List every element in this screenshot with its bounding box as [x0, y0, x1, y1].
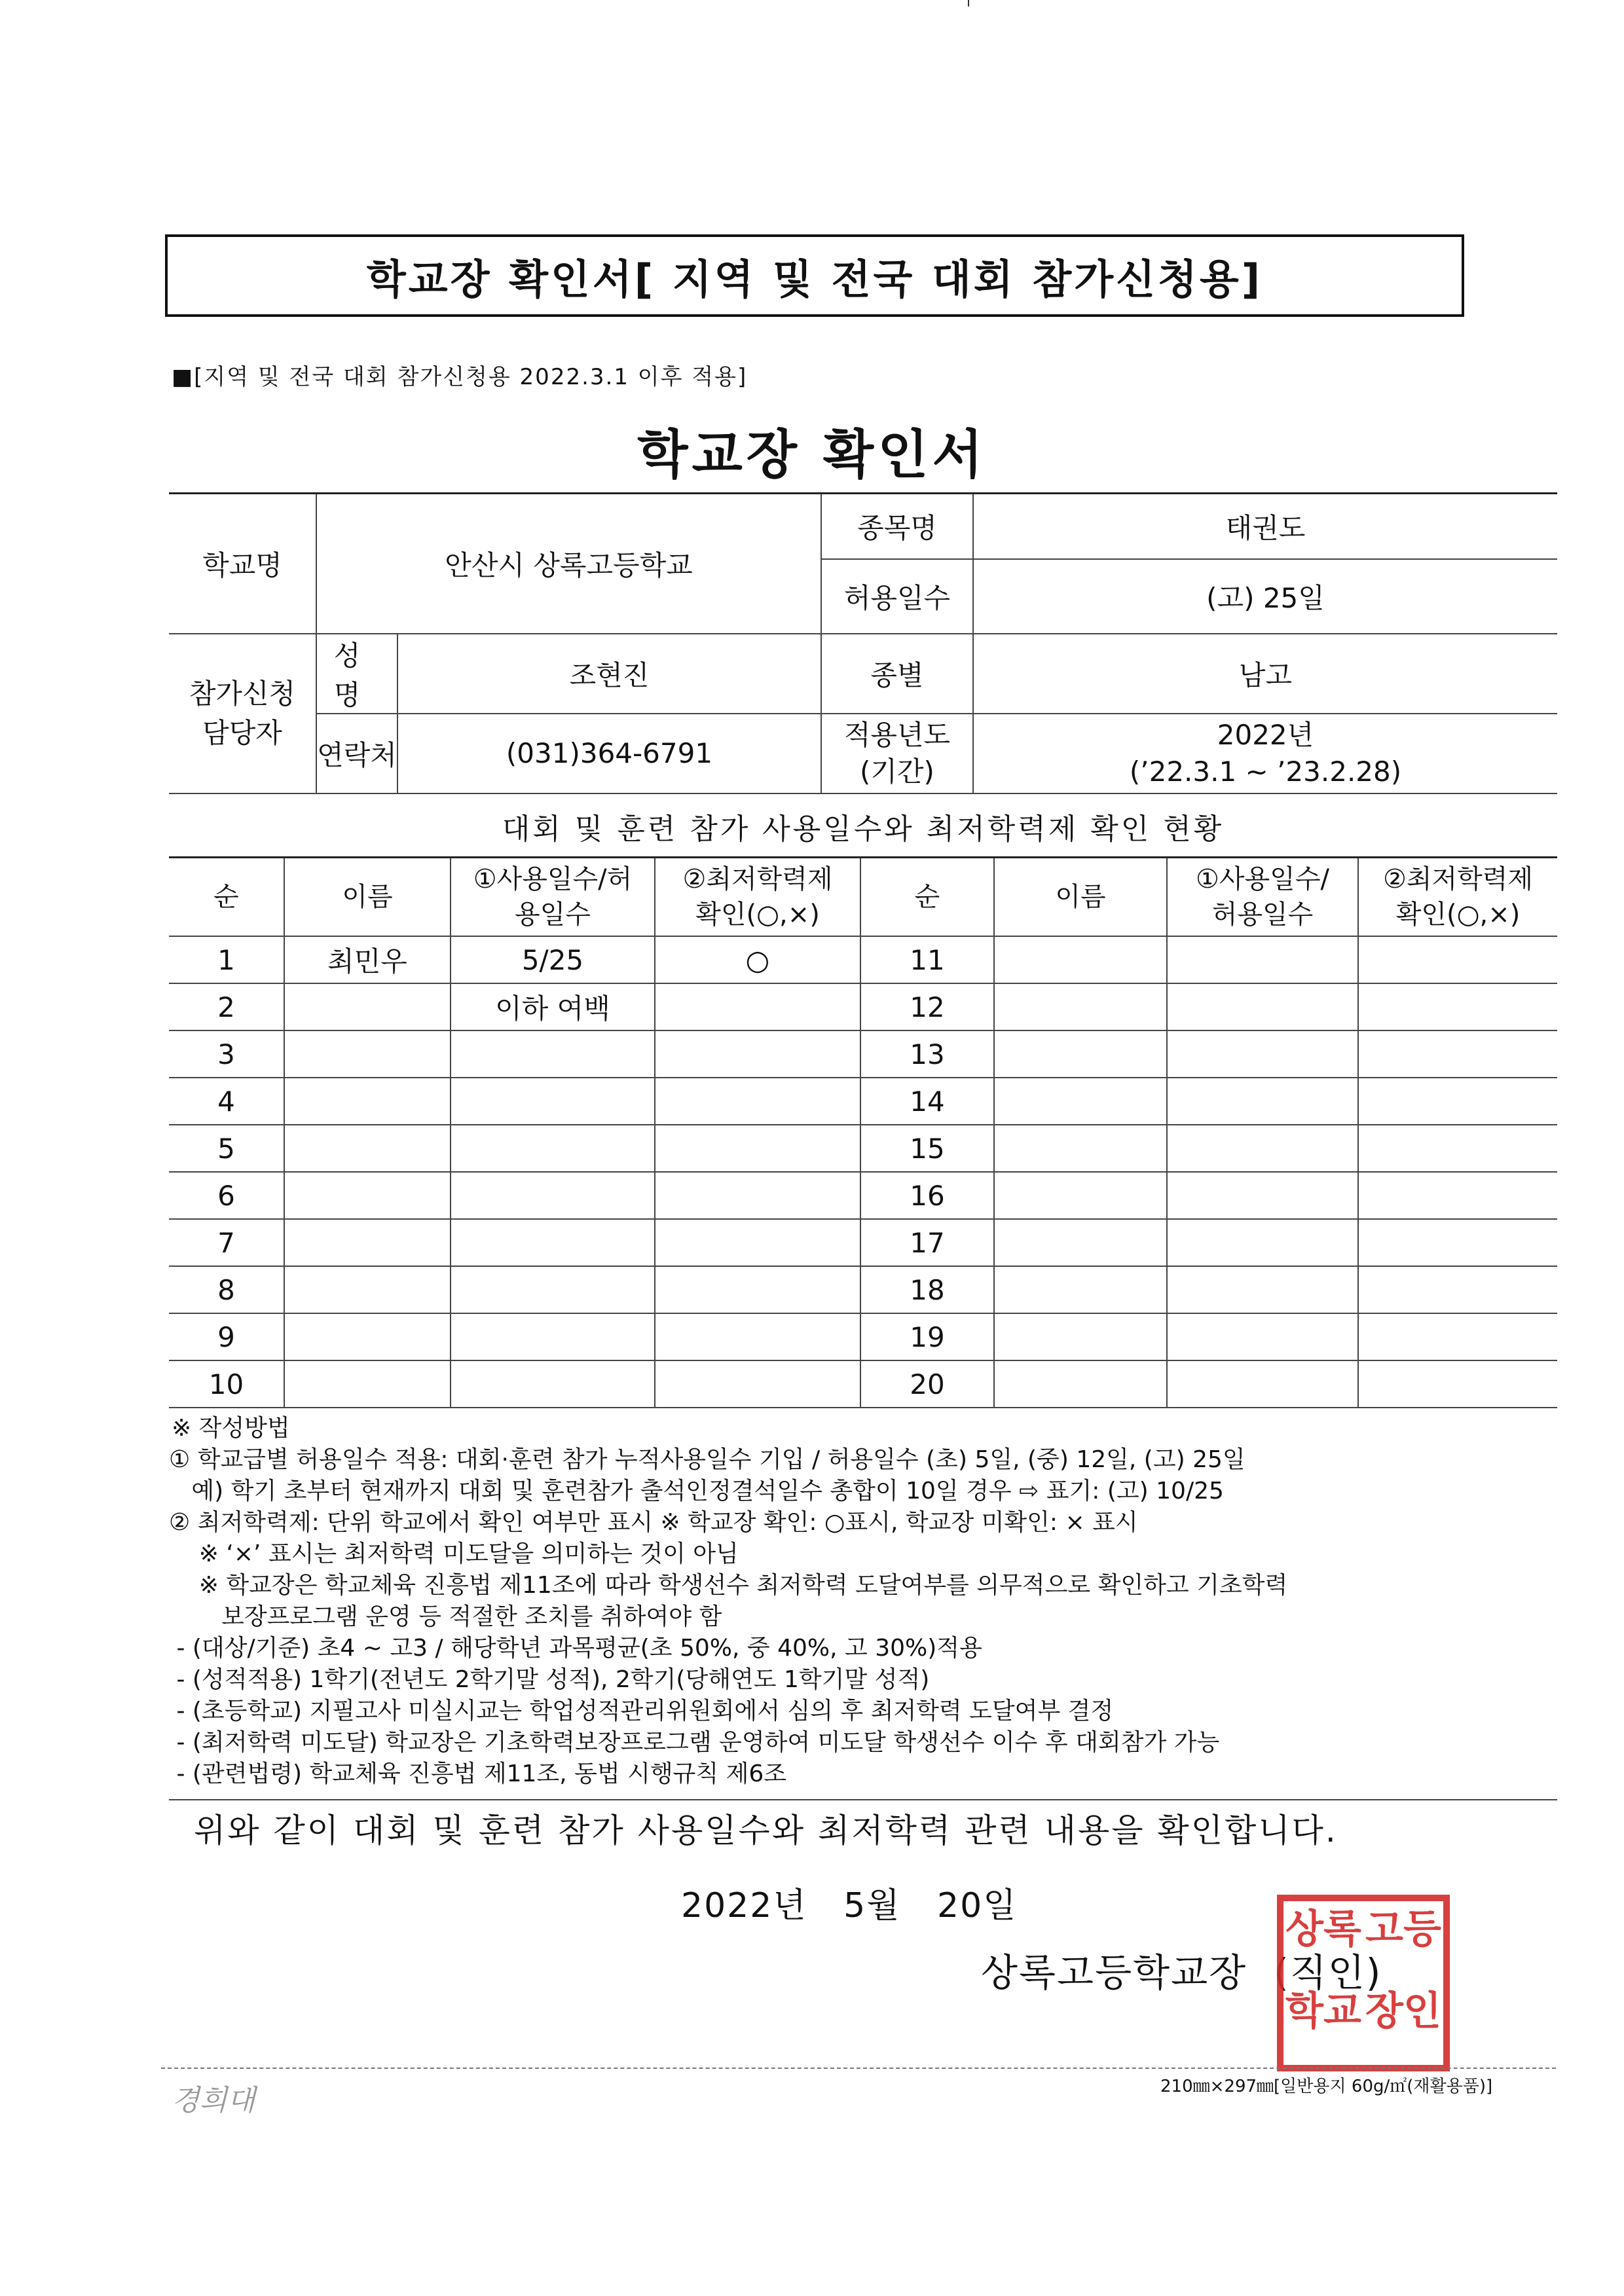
- name-label: 성 명: [316, 634, 397, 714]
- row-check-right: [1358, 1219, 1557, 1266]
- row-check: [655, 1313, 860, 1360]
- row-check-right: [1358, 1172, 1557, 1219]
- allowed-days-label: 허용일수: [821, 559, 973, 634]
- row-check: ○: [655, 936, 860, 983]
- year-label: [821, 714, 973, 793]
- contact-person-label-line1: 참가신청: [189, 677, 296, 710]
- row-name-right: [994, 936, 1167, 983]
- form-subtitle: ■[지역 및 전국 대회 참가신청용 2022.3.1 이후 적용]: [172, 364, 748, 390]
- row-name: [284, 1313, 451, 1360]
- issue-date: 2022년 5월 20일: [681, 1886, 1018, 1925]
- row-name-right: [994, 1172, 1167, 1219]
- allowed-days-value: (고) 25일: [973, 559, 1557, 634]
- row-days: [451, 1030, 655, 1078]
- row-check-right: [1358, 1030, 1557, 1078]
- year-value-line2: (’22.3.1 ~ ’23.2.28): [1129, 755, 1402, 788]
- name-value: 조현진: [397, 634, 821, 714]
- row-days: [451, 1219, 655, 1266]
- row-no: 9: [169, 1313, 284, 1360]
- row-no-right: 16: [860, 1172, 994, 1219]
- row-check-right: [1358, 936, 1557, 983]
- table-row: [169, 1219, 1557, 1266]
- row-check: [655, 1172, 860, 1219]
- row-check: [655, 1360, 860, 1408]
- row-no-right: 15: [860, 1125, 994, 1172]
- row-days-right: [1167, 1360, 1358, 1408]
- sport-value: 태권도: [973, 494, 1557, 559]
- row-no: 5: [169, 1125, 284, 1172]
- status-title: 대회 및 훈련 참가 사용일수와 최저학력제 확인 현황: [502, 812, 1225, 846]
- instructions-heading: ※ 작성방법: [172, 1415, 290, 1442]
- row-no-right: 11: [860, 936, 994, 983]
- header-name: 이름: [284, 858, 451, 937]
- row-no: 1: [169, 936, 284, 983]
- row-days-right: [1167, 1030, 1358, 1078]
- confirmation-text: 위와 같이 대회 및 훈련 참가 사용일수와 최저학력 관련 내용을 확인합니다.: [194, 1812, 1338, 1850]
- header-no: 순: [169, 858, 284, 937]
- row-name-right: [994, 983, 1167, 1030]
- table-row: [169, 1313, 1557, 1360]
- header-check: [655, 858, 860, 937]
- participation-table: [169, 856, 1557, 1408]
- row-name: [284, 1360, 451, 1408]
- row-days-right: [1167, 1266, 1358, 1313]
- row-no: 4: [169, 1078, 284, 1125]
- row-no-right: 13: [860, 1030, 994, 1078]
- row-name: [284, 1266, 451, 1313]
- row-name: [284, 1125, 451, 1172]
- header-days-right-line2: 허용일수: [1211, 900, 1314, 930]
- instruction-line: - (최저학력 미도달) 학교장은 기초학력보장프로그램 운영하여 미도달 학생선수 이수 후 대회참가 가능: [169, 1729, 1220, 1756]
- header-no-right: 순: [860, 858, 994, 937]
- header-check-right-line1: ②최저학력제: [1382, 864, 1534, 894]
- row-check: [655, 1078, 860, 1125]
- row-no-right: 20: [860, 1360, 994, 1408]
- official-seal: [1277, 1895, 1450, 2071]
- row-name: [284, 983, 451, 1030]
- row-days: 이하 여백: [451, 983, 655, 1030]
- header-check-line1: ②최저학력제: [682, 864, 833, 894]
- header-name-right: 이름: [994, 858, 1167, 937]
- row-no: 3: [169, 1030, 284, 1078]
- header-days-right-line1: ①사용일수/: [1196, 864, 1329, 894]
- row-no: 8: [169, 1266, 284, 1313]
- paper-spec: 210㎜×297㎜[일반용지 60g/㎡(재활용품)]: [1160, 2077, 1493, 2096]
- page-title: 학교장 확인서: [637, 424, 987, 485]
- instruction-line: - (대상/기준) 초4 ~ 고3 / 해당학년 과목평균(초 50%, 중 40%, 고 30%)적용: [169, 1635, 982, 1662]
- instruction-line: ① 학교급별 허용일수 적용: 대회·훈련 참가 누적사용일수 기입 / 허용일수 (초) 5일, (중) 12일, (고) 25일: [169, 1446, 1246, 1473]
- row-no-right: 14: [860, 1078, 994, 1125]
- instruction-line: ※ ‘×’ 표시는 최저학력 미도달을 의미하는 것이 아님: [169, 1540, 739, 1567]
- row-name-right: [994, 1360, 1167, 1408]
- instructions: [169, 1413, 1557, 1790]
- seal-char: 고등: [1365, 1906, 1441, 1952]
- row-no: 2: [169, 983, 284, 1030]
- instruction-line: - (관련법령) 학교체육 진흥법 제11조, 동법 시행규칙 제6조: [169, 1760, 787, 1787]
- category-value: 남고: [973, 634, 1557, 714]
- sport-label: 종목명: [821, 494, 973, 559]
- row-name-right: [994, 1078, 1167, 1125]
- row-days-right: [1167, 936, 1358, 983]
- row-check: [655, 1030, 860, 1078]
- row-no-right: 18: [860, 1266, 994, 1313]
- instruction-line: 예) 학기 초부터 현재까지 대회 및 훈련참가 출석인정결석일수 총합이 10일 경우 ⇨ 표기: (고) 10/25: [169, 1478, 1224, 1504]
- row-days: [451, 1313, 655, 1360]
- row-no-right: 19: [860, 1313, 994, 1360]
- header-days-line1: ①사용일수/허: [473, 864, 633, 894]
- row-no: 10: [169, 1360, 284, 1408]
- seal-char: 학교: [1285, 1988, 1361, 2034]
- table-row: [169, 1172, 1557, 1219]
- row-name: [284, 1078, 451, 1125]
- table-row: [169, 1266, 1557, 1313]
- row-days-right: [1167, 1313, 1358, 1360]
- notes-bottom-line: [169, 1799, 1557, 1800]
- year-value: [973, 714, 1557, 793]
- instruction-line: - (성적적용) 1학기(전년도 2학기말 성적), 2학기(당해연도 1학기말 성적): [169, 1666, 930, 1693]
- row-name: 최민우: [284, 936, 451, 983]
- row-name-right: [994, 1125, 1167, 1172]
- table-row: [169, 1360, 1557, 1408]
- header-check-right: [1358, 858, 1557, 937]
- row-name-right: [994, 1313, 1167, 1360]
- row-no-right: 17: [860, 1219, 994, 1266]
- row-check-right: [1358, 1266, 1557, 1313]
- row-no: 7: [169, 1219, 284, 1266]
- table-row: [169, 983, 1557, 1030]
- instructions-lines: [169, 1444, 1557, 1790]
- row-check: [655, 983, 860, 1030]
- row-days: 5/25: [451, 936, 655, 983]
- phone-value: (031)364-6791: [397, 714, 821, 793]
- row-name: [284, 1030, 451, 1078]
- school-info-table: [169, 492, 1557, 794]
- footer-divider: [161, 2068, 1556, 2069]
- principal-signature: 상록고등학교장 (직인): [981, 1950, 1382, 1995]
- header-days: [451, 858, 655, 937]
- row-days: [451, 1172, 655, 1219]
- phone-label: 연락처: [316, 714, 397, 793]
- instruction-line: 보장프로그램 운영 등 적절한 조치를 취하여야 함: [169, 1603, 722, 1630]
- row-name-right: [994, 1030, 1167, 1078]
- row-days: [451, 1078, 655, 1125]
- header-check-line2: 확인(○,×): [695, 900, 820, 930]
- category-label: 종별: [821, 634, 973, 714]
- table-header-row: [169, 858, 1557, 937]
- row-name: [284, 1172, 451, 1219]
- year-label-line1: 적용년도: [843, 718, 951, 751]
- table-row: [169, 1030, 1557, 1078]
- header-check-right-line2: 확인(○,×): [1395, 900, 1521, 930]
- row-name-right: [994, 1266, 1167, 1313]
- row-days: [451, 1266, 655, 1313]
- row-days: [451, 1360, 655, 1408]
- row-days-right: [1167, 1172, 1358, 1219]
- instruction-line: - (초등학교) 지필고사 미실시교는 학업성적관리위원회에서 심의 후 최저학력 도달여부 결정: [169, 1698, 1114, 1724]
- seal-char: 상록: [1285, 1906, 1361, 1952]
- school-label: 학교명: [169, 494, 316, 634]
- row-check: [655, 1219, 860, 1266]
- row-days-right: [1167, 983, 1358, 1030]
- row-days-right: [1167, 1125, 1358, 1172]
- table-row: [169, 1125, 1557, 1172]
- row-check-right: [1358, 1360, 1557, 1408]
- table-row: [169, 936, 1557, 983]
- row-check-right: [1358, 983, 1557, 1030]
- row-no: 6: [169, 1172, 284, 1219]
- row-days-right: [1167, 1219, 1358, 1266]
- row-days: [451, 1125, 655, 1172]
- year-label-line2: (기간): [860, 755, 934, 788]
- instruction-line: ※ 학교장은 학교체육 진흥법 제11조에 따라 학생선수 최저학력 도달여부를 의무적으로 확인하고 기초학력: [169, 1572, 1288, 1599]
- row-check-right: [1358, 1125, 1557, 1172]
- row-check-right: [1358, 1313, 1557, 1360]
- school-value: 안산시 상록고등학교: [316, 494, 821, 634]
- row-name: [284, 1219, 451, 1266]
- row-check: [655, 1125, 860, 1172]
- row-no-right: 12: [860, 983, 994, 1030]
- table-row: [169, 1078, 1557, 1125]
- row-check: [655, 1266, 860, 1313]
- header-days-line2: 용일수: [515, 900, 591, 930]
- row-days-right: [1167, 1078, 1358, 1125]
- handwritten-note: 경희대: [172, 2084, 255, 2117]
- scan-mark: [968, 0, 969, 7]
- row-check-right: [1358, 1078, 1557, 1125]
- seal-char: 장인: [1365, 1988, 1441, 2034]
- contact-person-label: [169, 634, 316, 793]
- boxed-title: 학교장 확인서[ 지역 및 전국 대회 참가신청용]: [165, 234, 1464, 317]
- instruction-line: ② 최저학력제: 단위 학교에서 확인 여부만 표시 ※ 학교장 확인: ○표시, 학교장 미확인: × 표시: [169, 1509, 1138, 1536]
- row-name-right: [994, 1219, 1167, 1266]
- contact-person-label-line2: 담당자: [202, 716, 282, 749]
- year-value-line1: 2022년: [1217, 718, 1314, 751]
- header-days-right: [1167, 858, 1358, 937]
